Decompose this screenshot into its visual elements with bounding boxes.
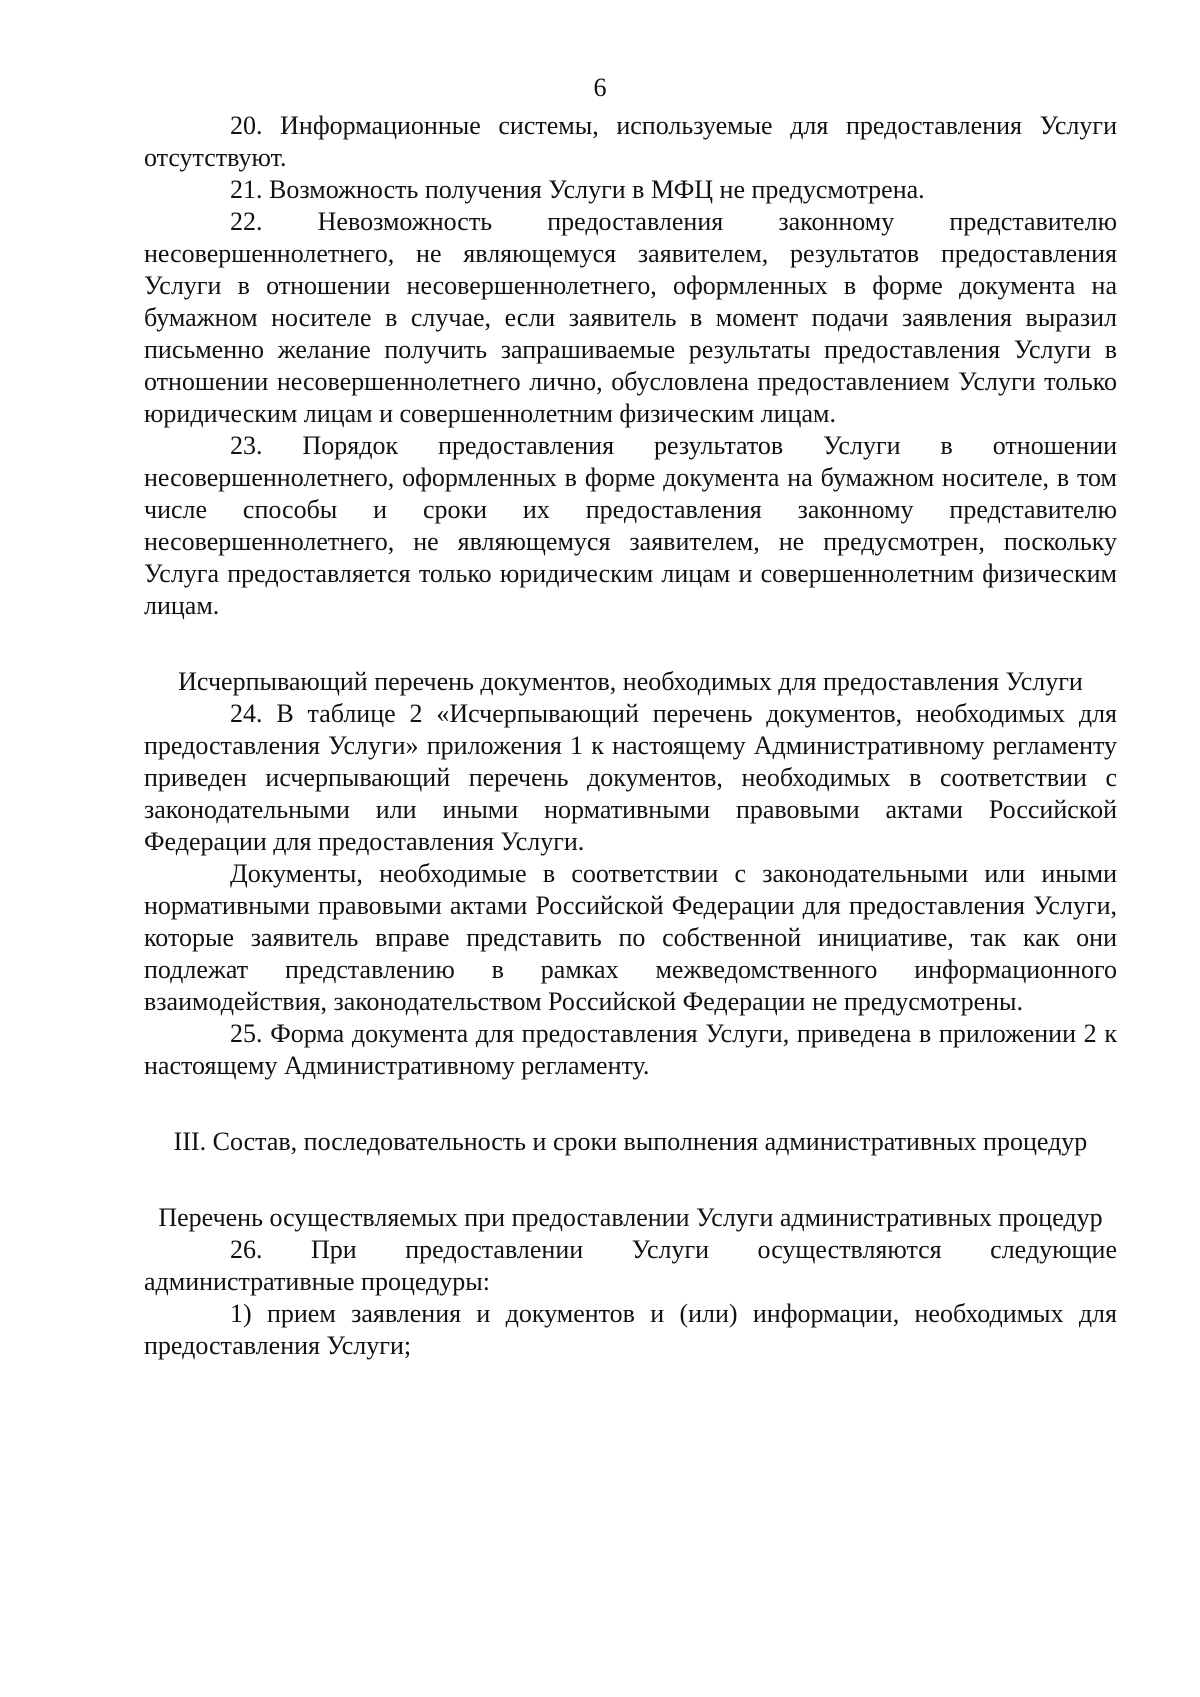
document-body — [144, 110, 1117, 1362]
section-heading-procedures: Перечень осуществляемых при предоставлении Услуги административных процедур — [158, 1203, 1103, 1232]
paragraph-24: 24. В таблице 2 «Исчерпывающий перечень документов, необходимых для предоставления Услуги» приложения 1 к настоящему Административному регламенту приведен исчерпывающий перечень документов, необходимых в соответствии с законодательными или иными нормативными правовыми актами Российской Федерации для предоставления Услуги. — [144, 699, 1117, 856]
list-item-1: 1) прием заявления и документов и (или) информации, необходимых для предоставления Услуги; — [144, 1299, 1117, 1360]
page-number: 6 — [593, 73, 607, 102]
section-heading-documents: Исчерпывающий перечень документов, необходимых для предоставления Услуги — [178, 667, 1083, 696]
chapter-heading-iii: III. Состав, последовательность и сроки выполнения административных процедур — [173, 1127, 1088, 1156]
paragraph-22: 22. Невозможность предоставления законному представителю несовершеннолетнего, не являющемуся заявителем, результатов предоставления Услуги в отношении несовершеннолетнего, оформленных в форме документа на бумажном носителе в случае, если заявитель в момент подачи заявления выразил письменно желание получить запрашиваемые результаты предоставления Услуги в отношении несовершеннолетнего лично, обусловлена предоставлением Услуги только юридическим лицам и совершеннолетним физическим лицам. — [144, 207, 1117, 428]
paragraph-25: 25. Форма документа для предоставления Услуги, приведена в приложении 2 к настоящему Административному регламенту. — [144, 1019, 1117, 1080]
paragraph-26: 26. При предоставлении Услуги осуществляются следующие административные процедуры: — [144, 1235, 1117, 1296]
paragraph-23: 23. Порядок предоставления результатов Услуги в отношении несовершеннолетнего, оформленных в форме документа на бумажном носителе, в том числе способы и сроки их предоставления законному представителю несовершеннолетнего, не являющемуся заявителем, не предусмотрен, поскольку Услуга предоставляется только юридическим лицам и совершеннолетним физическим лицам. — [144, 431, 1117, 620]
paragraph-documents-initiative: Документы, необходимые в соответствии с законодательными или иными нормативными правовыми актами Российской Федерации для предоставления Услуги, которые заявитель вправе представить по собственной инициативе, так как они подлежат представлению в рамках межведомственного информационного взаимодействия, законодательством Российской Федерации не предусмотрены. — [144, 859, 1117, 1016]
paragraph-20: 20. Информационные системы, используемые для предоставления Услуги отсутствуют. — [144, 111, 1117, 172]
paragraph-21: 21. Возможность получения Услуги в МФЦ не предусмотрена. — [230, 175, 925, 204]
